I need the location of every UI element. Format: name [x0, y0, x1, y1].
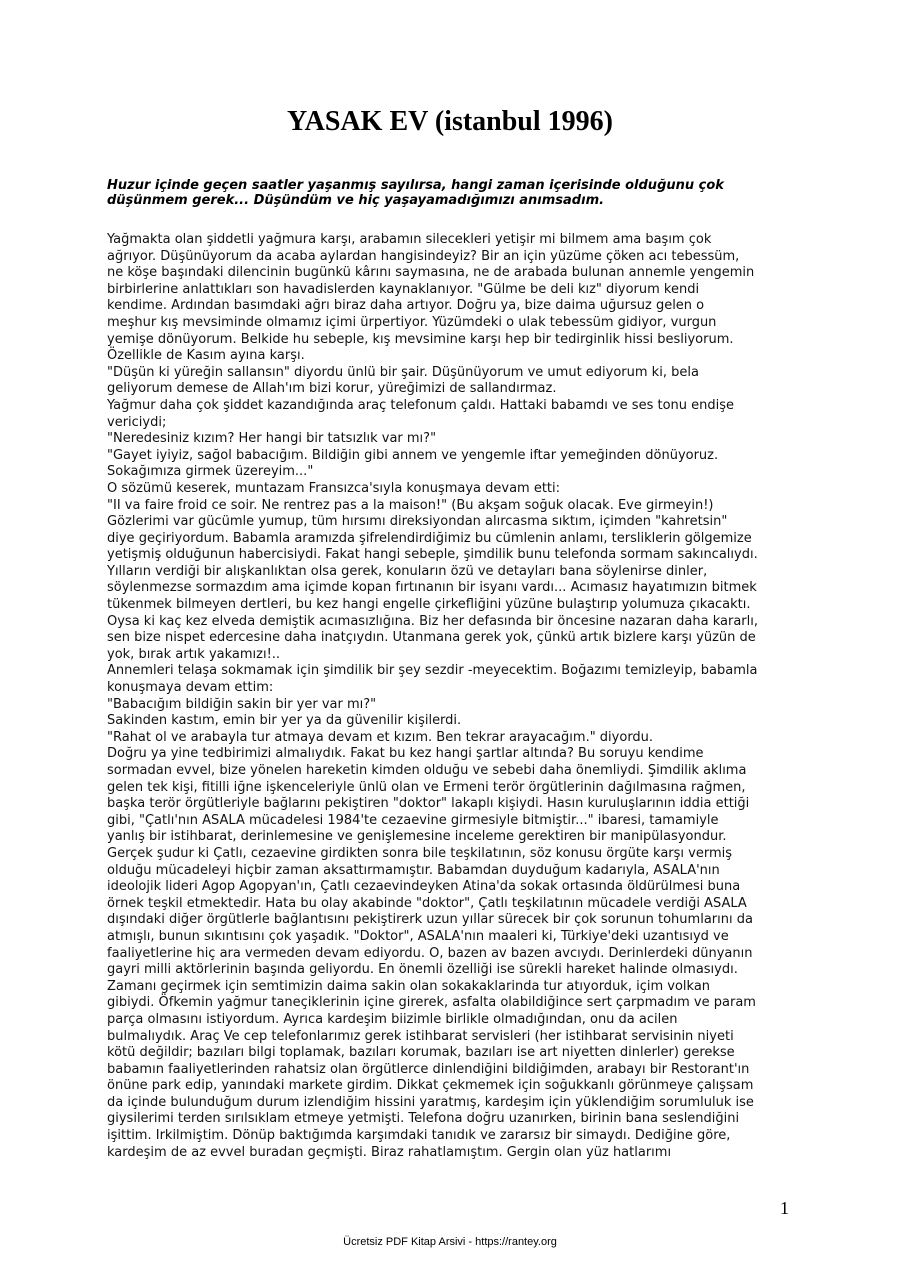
body-line: ne köşe başındaki dilencinin bugünkü kârını saymasına, ne de arabada bulunan annemle yengemin: [107, 265, 755, 281]
body-line: Oysa ki kaç kez elveda demiştik acımasızlığına. Biz her defasında bir öncesine nazaran daha kararlı,: [107, 613, 758, 629]
body-line: O sözümü keserek, muntazam Fransızca'sıyla konuşmaya devam etti:: [107, 480, 561, 496]
body-line: tükenmek bilmeyen dertleri, bu kez hangi engelle çirkefliğini yüzüne bulaştırıp yolumuza çıkacaktı.: [107, 597, 751, 613]
body-line: geliyorum demese de Allah'ım bizi korur, yüreğimizi de sallandırmaz.: [107, 381, 557, 397]
body-line: yetişmiş olduğunun habercisiydi. Fakat hangi sebeple, şimdilik bunu telefonda sormam sakıncalıydı.: [107, 547, 758, 563]
body-line: Yağmakta olan şiddetli yağmura karşı, arabamın silecekleri yetişir mi bilmem ama başım çok: [107, 232, 712, 247]
page-number: 1: [780, 1198, 789, 1218]
body-line: Doğru ya yine tedbirimizi almalıydık. Fakat bu kez hangi şartlar altında? Bu soruyu kendime: [107, 746, 704, 762]
body-line: babamın faaliyetlerinden rahatsiz olan örgütlerce dinlendiğini bildiğimden, arabayı bir Restorant'ın: [107, 1061, 750, 1077]
body-line: Zamanı geçirmek için semtimizin daima sakin olan sokakaklarinda tur atıyorduk, içim volkan: [107, 978, 711, 994]
body-line: faaliyetlerine hiç ara vermeden devam ediyordu. O, bazen av bazen avcıydı. Derinlerdeki dünyanın: [107, 945, 753, 961]
body-text: [107, 232, 797, 1161]
body-line: atmışlı, bunun sıkıntısını çok yaşadık. "Doktor", ASALA'nın maaleri ki, Türkiye'deki uzantısıyd ve: [107, 928, 729, 944]
body-line: Yağmur daha çok şiddet kazandığında araç telefonum çaldı. Hattaki babamdı ve ses tonu endişe: [107, 397, 735, 413]
body-line: Gözlerimi var gücümle yumup, tüm hırsımı direksiyondan alırcasma sıktım, içimden "kahretsin": [107, 514, 728, 530]
footer-text: Ücretsiz PDF Kitap Arsivi - https://rantey.org: [343, 1236, 557, 1248]
body-line: sen bize nispet edercesine daha inatçıydın. Utanmana gerek yok, çünkü artık bizlere karşı yüzün de: [107, 630, 756, 646]
body-line: söylenmezse sormazdım ama içimde kopan fırtınanın bir isyanı vardı... Acımasız hayatımızın bitmek: [107, 580, 757, 596]
body-line: Gerçek şudur ki Çatlı, cezaevine girdikten sonra bile teşkilatının, söz konusu örgüte karşı vermiş: [107, 845, 733, 861]
body-line: başka terör örgütleriyle bağlarını pekiştiren "doktor" lakaplı kişiydi. Hasın kuruluşlarının iddia ettiği: [107, 796, 750, 812]
body-line: birbirlerine anlattıkları son havadislerden kaynaklanıyor. "Gülme be deli kız" diyorum kendi: [107, 281, 700, 297]
document-title: YASAK EV (istanbul 1996): [287, 106, 613, 137]
body-line: bulmalıydık. Araç Ve cep telefonlarımız gerek istihbarat servisleri (her istihbarat servisinin niyeti: [107, 1028, 734, 1044]
body-line: örnek teşkil etmektedir. Hata bu olay akabinde "doktor", Çatlı teşkilatının mücadele verdiği ASALA: [107, 895, 747, 911]
body-line: "Düşün ki yüreğin sallansın" diyordu ünlü bir şair. Düşünüyorum ve umut ediyorum ki, bela: [107, 364, 699, 380]
intro-line: Huzur içinde geçen saatler yaşanmış sayılırsa, hangi zaman içerisinde olduğunu çok: [107, 178, 724, 193]
body-line: gayri milli aktörlerinin başında geliyordu. En önemli özelliği ise sürekli hareket halinde olmasıydı.: [107, 962, 738, 978]
body-line: gibi, "Çatlı'nın ASALA mücadelesi 1984'te cezaevine girmesiyle bitmiştir..." ibaresi, tamamiyle: [107, 812, 719, 828]
body-line: "Babacığım bildiğin sakin bir yer var mı?": [107, 696, 377, 712]
body-line: vericiydi;: [107, 414, 167, 430]
body-line: Annemleri telaşa sokmamak için şimdilik bir şey sezdir -meyecektim. Boğazımı temizleyip, babamla: [107, 663, 758, 679]
body-line: önüne park edip, yanındaki markete girdim. Dikkat çekmemek için soğukkanlı görünmeye çalışsam: [107, 1078, 754, 1094]
body-line: kardeşim de az evvel buradan geçmişti. Biraz rahatlamıştım. Gergin olan yüz hatlarımı: [107, 1144, 672, 1160]
body-line: ağrıyor. Düşünüyorum da acaba aylardan hangisindeyiz? Bir an için yüzüme çöken acı tebessüm,: [107, 248, 740, 264]
body-line: kötü değildir; bazıları bilgi toplamak, bazıları korumak, bazıları ise art niyetten dinlerler) gerekse: [107, 1045, 735, 1061]
intro-line: düşünmem gerek... Düşündüm ve hiç yaşayamadığımızı anımsadım.: [107, 193, 605, 208]
body-line: gelen tek kişi, fitilli iğne işkenceleriyle ünlü olan ve Ermeni terör örgütlerinin dağılmasına rağmen,: [107, 779, 746, 795]
body-line: işittim. Irkilmiştim. Dönüp baktığımda karşımdaki tanıdık ve zararsız bir simaydı. Dediğine göre,: [107, 1128, 731, 1144]
body-line: "Rahat ol ve arabayla tur atmaya devam et kızım. Ben tekrar arayacağım." diyordu.: [107, 729, 654, 745]
body-line: Sakinden kastım, emin bir yer ya da güvenilir kişilerdi.: [107, 713, 462, 729]
body-line: konuşmaya devam ettim:: [107, 680, 274, 696]
body-line: Yılların verdiği bir alışkanlıktan olsa gerek, konuların özü ve detayları bana söylenirse dinler,: [107, 563, 708, 579]
body-line: ideolojik lideri Agop Agopyan'ın, Çatlı cezaevindeyken Atina'da sokak ortasında öldürülmesi buna: [107, 879, 741, 895]
body-line: "Gayet iyiyiz, sağol babacığım. Bildiğin gibi annem ve yengemle iftar yemeğinden dönüyoruz.: [107, 447, 719, 463]
body-line: "II va faire froid ce soir. Ne rentrez pas a la maison!" (Bu akşam soğuk olacak. Eve girmeyin!): [107, 497, 714, 513]
body-line: kendime. Ardından basımdaki ağrı biraz daha artıyor. Doğru ya, bize daima uğursuz gelen o: [107, 298, 705, 314]
body-line: Özellikle de Kasım ayına karşı.: [107, 348, 305, 364]
body-line: dışındaki diğer örgütlerle bağlantısını pekiştirerk uzun yıllar sürecek bir çok sorunun tohumlarını da: [107, 912, 753, 928]
body-line: meşhur kış mevsiminde olmamız içimi ürpertiyor. Yüzümdeki o ulak tebessüm gidiyor, vurgun: [107, 314, 717, 330]
body-line: diye geçiriyordum. Babamla aramızda şifrelendirdiğimiz bu cümlenin anlamı, tersliklerin gölgemize: [107, 530, 752, 546]
body-line: giysilerimi terden sırılsıklam etmeye yetmişti. Telefona doğru uzanırken, birinin bana seslendiğini: [107, 1111, 740, 1127]
body-line: da içinde bulunduğum durum izlendiğim hissini yaratmış, kardeşim için yüklendiğim sorumluluk ise: [107, 1094, 754, 1110]
body-line: yemişe dönüyorum. Belkide hu sebeple, kış mevsimine karşı hep bir tedirginlik hissi besliyorum.: [107, 331, 734, 347]
body-line: sormadan evvel, bize yönelen hareketin kimden olduğu ve sebebi daha önemliydi. Şimdilik aklıma: [107, 763, 747, 778]
body-line: gibiydi. Öfkemin yağmur taneçiklerinin içine girerek, asfalta olabildiğince sert çarpmadım ve param: [107, 995, 756, 1011]
body-line: Sokağımıza girmek üzereyim...": [107, 464, 314, 480]
body-line: parça olmasını istiyordum. Ayrıca kardeşim biizimle birlikle olmadığından, onu da acilen: [107, 1011, 678, 1027]
body-line: olduğu mücadeleyi hiçbir zaman aksattırmamıştır. Babamdan duyduğum kadarıyla, ASALA'nın: [107, 862, 720, 878]
body-line: yok, bırak artık yakamızı!..: [107, 646, 281, 662]
intro-paragraph: [107, 178, 797, 208]
body-line: "Neredesiniz kızım? Her hangi bir tatsızlık var mı?": [107, 431, 437, 447]
body-line: yanlış bir istihbarat, derinlemesine ve genişlemesine inceleme gerektiren bir manipülasyondur.: [107, 829, 727, 845]
